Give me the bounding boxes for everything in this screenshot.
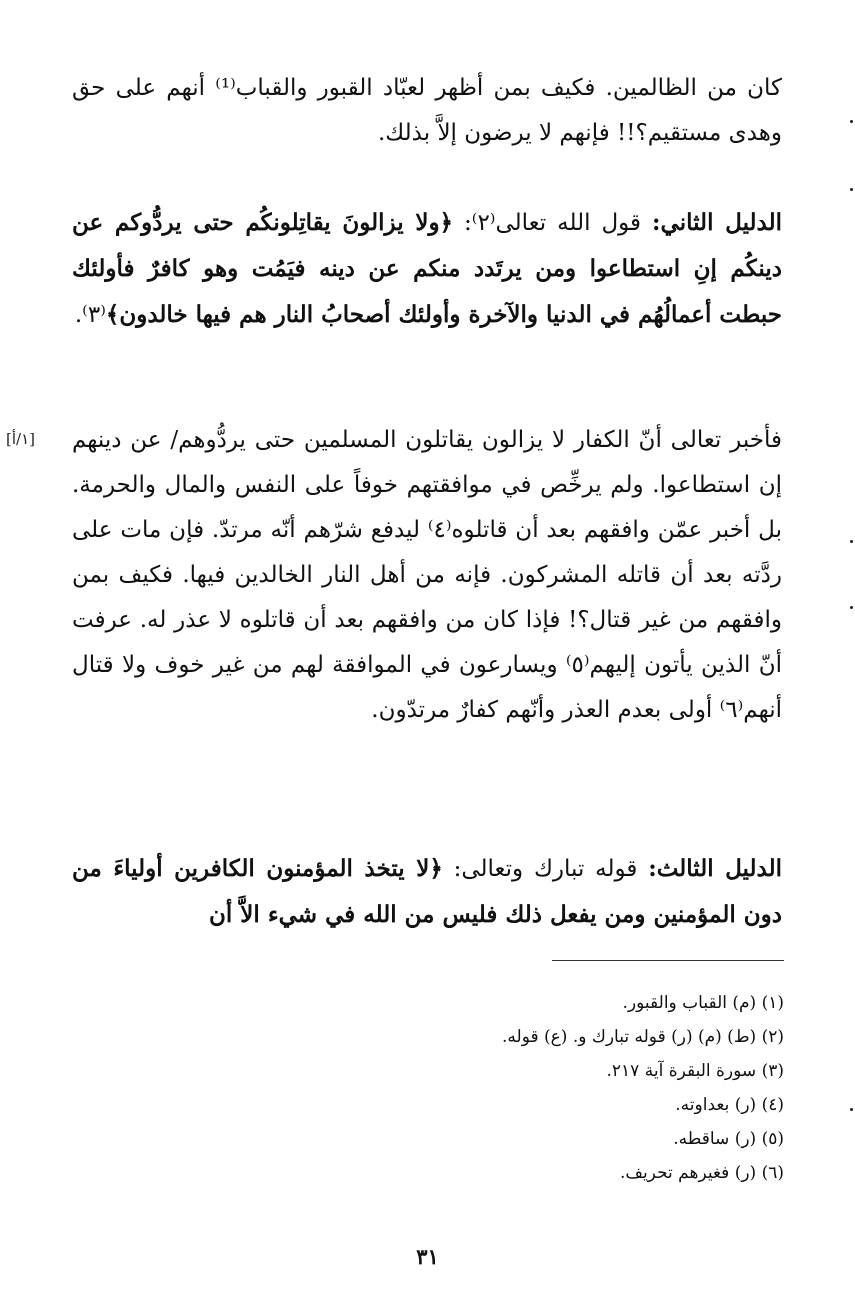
footnotes xyxy=(300,986,784,1190)
scan-edge-mark xyxy=(850,120,853,123)
third-evidence-heading: الدليل الثالث: xyxy=(648,855,782,882)
scan-edge-mark xyxy=(850,1108,853,1111)
manuscript-folio-marker: [١/أ] xyxy=(6,430,35,448)
second-evidence-reference: ⁽٣⁾. xyxy=(74,302,106,328)
second-evidence-intro: قول الله تعالى⁽٢⁾: xyxy=(453,210,653,236)
footnote-6: (٦) (ر) فغيرهم تحريف. xyxy=(619,1163,784,1183)
third-evidence-intro: قوله تبارك وتعالى: xyxy=(442,856,649,882)
scan-edge-mark xyxy=(850,540,853,543)
footnote-3: (٣) سورة البقرة آية ٢١٧. xyxy=(606,1061,784,1081)
paragraph-3 xyxy=(72,418,782,733)
footnote-1: (١) (م) القباب والقبور. xyxy=(622,993,784,1013)
page-number: ٣١ xyxy=(416,1244,439,1269)
second-evidence-heading: الدليل الثاني: xyxy=(652,209,782,236)
paragraph-3-text: فأخبر تعالى أنّ الكفار لا يزالون يقاتلون المسلمين حتى يردُّوهم/ عن دينهم إن استطاعوا. ولم يرخِّص في موافقتهم خوفاً على النفس والمال والحرمة. بل أخبر عمّن وافقهم بعد أن قاتلوه⁽٤⁾ ليدفع شرّهم أنّه مرتدّ. فإن مات على ردَّته بعد أن قاتله المشركون. فإنه من أهل النار الخالدين فيها. فكيف بمن وافقهم من غير قتال؟! فإذا كان من وافقهم بعد أن قاتلوه لا عذر له. عرفت أنّ الذين يأتون إليهم⁽٥⁾ ويسارعون في الموافقة لهم من غير خوف ولا قتال أنهم⁽٦⁾ أولى بعدم العذر وأنّهم كفارٌ مرتدّون. xyxy=(72,427,783,723)
scan-edge-mark xyxy=(850,188,853,191)
paragraph-1-text: كان من الظالمين. فكيف بمن أظهر لعبّاد القبور والقباب⁽¹⁾ أنهم على حق وهدى مستقيم؟!! فإنهم لا يرضون إلاَّ بذلك. xyxy=(72,75,782,146)
paragraph-4 xyxy=(72,846,782,938)
footnote-separator xyxy=(552,960,784,961)
footnote-4: (٤) (ر) بعداوته. xyxy=(675,1095,784,1115)
paragraph-2 xyxy=(72,200,782,338)
scan-edge-mark xyxy=(850,606,853,609)
second-evidence-quran-quote: ﴿ولا يزالونَ يقاتِلونكُم حتى يردُّوكم عن دينكُم إنِ استطاعوا ومن يرتَدد منكم عن دينه فيَمُت وهو كافرٌ فأولئك حبطت أعمالُهُم في الدنيا والآخرة وأولئك أصحابُ النار هم فيها خالدون﴾ xyxy=(72,209,782,328)
footnote-5: (٥) (ر) ساقطه. xyxy=(673,1129,784,1149)
third-evidence-quran-quote: ﴿لا يتخذ المؤمنون الكافرين أولياءَ من دون المؤمنين ومن يفعل ذلك فليس من الله في شيء الاَّ أن xyxy=(72,855,782,928)
footnote-2: (٢) (ط) (م) (ر) قوله تبارك و. (ع) قوله. xyxy=(502,1027,784,1047)
paragraph-1 xyxy=(72,66,782,156)
